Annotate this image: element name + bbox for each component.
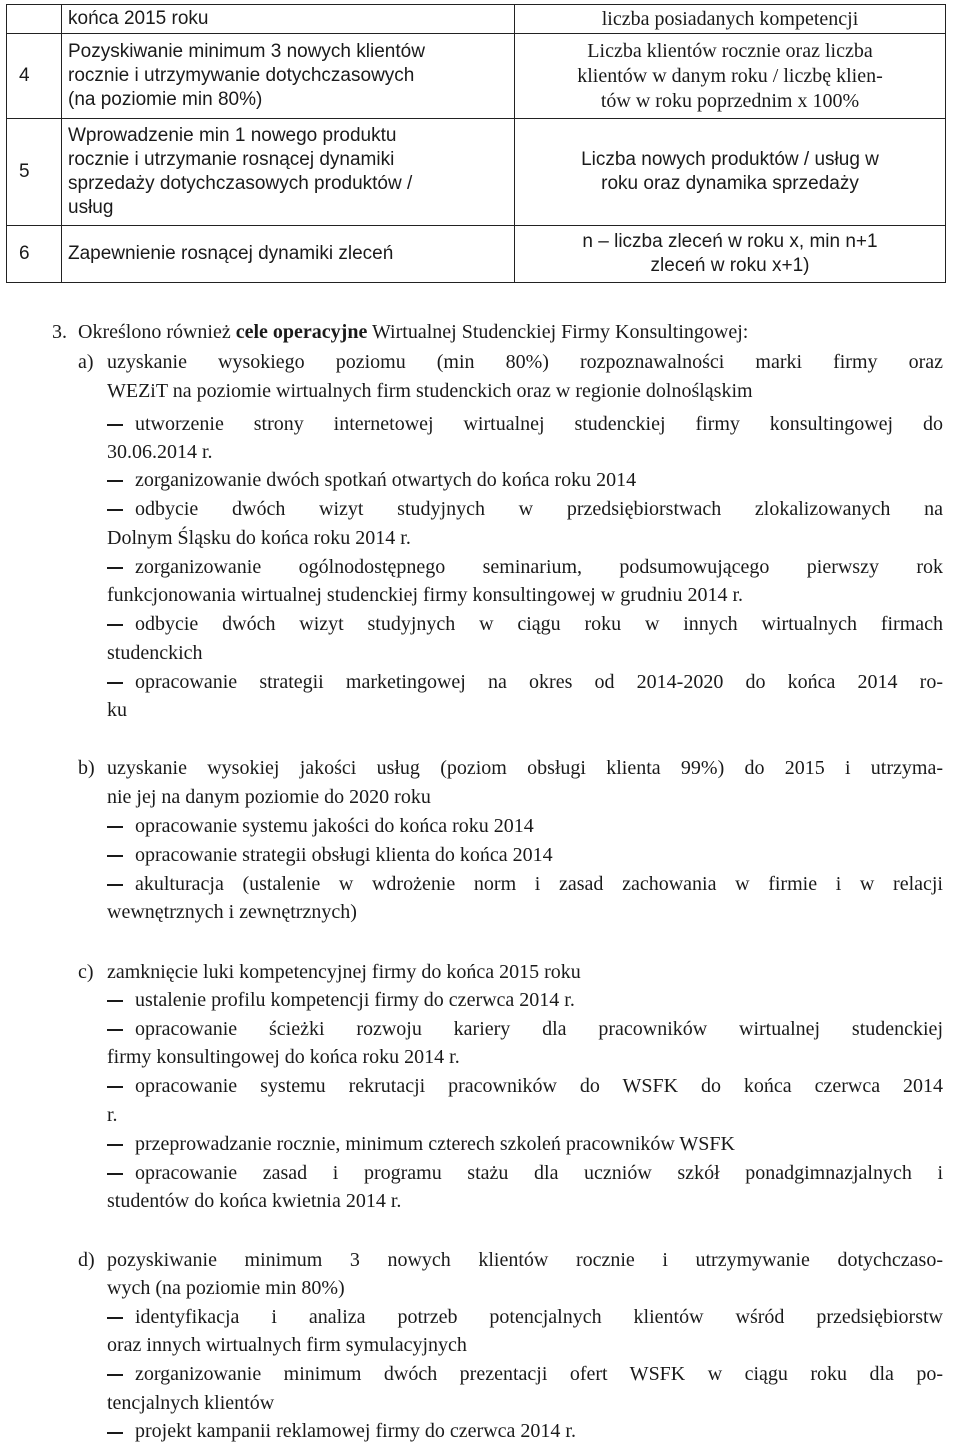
dash-bullet xyxy=(107,1000,123,1002)
task-text: identyfikacja i analiza potrzeb potencjalnych klientów wśród przedsiębiorstw xyxy=(135,1306,943,1328)
goal-line: Wprowadzenie min 1 nowego produktu xyxy=(68,124,397,146)
goal-text: uzyskanie wysokiej jakości usług (poziom obsługi klienta 99%) do 2015 i utrzyma- xyxy=(107,757,943,779)
task-text: opracowanie strategii obsługi klienta do końca 2014 xyxy=(135,844,553,866)
dash-bullet xyxy=(107,567,123,569)
dash-bullet xyxy=(107,480,123,482)
dash-bullet xyxy=(107,1086,123,1088)
intro-text: Określono również xyxy=(78,321,231,343)
measure-line: n – liczba zleceń w roku x, min n+1 xyxy=(582,231,878,253)
measure-cell: liczba posiadanych kompetencji xyxy=(515,5,946,34)
section-intro xyxy=(78,320,748,344)
task-text: wewnętrznych i zewnętrznych) xyxy=(107,901,357,923)
task-text: oraz innych wirtualnych firm symulacyjnych xyxy=(107,1334,467,1356)
task-text: zorganizowanie dwóch spotkań otwartych do końca roku 2014 xyxy=(135,469,637,491)
goal-label: c) xyxy=(78,961,94,983)
task-text: opracowanie systemu rekrutacji pracowników do WSFK do końca czerwca 2014 xyxy=(135,1075,943,1097)
dash-bullet xyxy=(107,1144,123,1146)
task-text: zorganizowanie ogólnodostępnego seminarium, podsumowującego pierwszy rok xyxy=(135,556,943,578)
task-text: odbycie dwóch wizyt studyjnych w ciągu roku w innych wirtualnych firmach xyxy=(135,613,943,635)
table-row xyxy=(7,119,946,226)
task-text: opracowanie strategii marketingowej na okres od 2014-2020 do końca 2014 ro- xyxy=(135,671,943,693)
goal-label: b) xyxy=(78,757,95,779)
table-row xyxy=(7,5,946,34)
measure-line: roku oraz dynamika sprzedaży xyxy=(601,173,859,194)
goal-text: uzyskanie wysokiego poziomu (min 80%) rozpoznawalności marki firmy oraz xyxy=(107,351,943,373)
row-number: 6 xyxy=(7,226,62,283)
dash-bullet xyxy=(107,682,123,684)
measure-line: tów w roku poprzednim x 100% xyxy=(600,89,860,112)
goal-text: wych (na poziomie min 80%) xyxy=(107,1277,345,1299)
measure-line: zleceń w roku x+1) xyxy=(650,255,810,276)
dash-bullet xyxy=(107,884,123,886)
measure-line: klientów w danym roku / liczbę klien- xyxy=(577,64,883,87)
dash-bullet xyxy=(107,1374,123,1376)
task-text: r. xyxy=(107,1104,118,1126)
task-text: opracowanie systemu jakości do końca roku 2014 xyxy=(135,815,534,837)
row-number: 4 xyxy=(7,34,62,119)
row-number xyxy=(7,5,62,34)
table-row xyxy=(7,226,946,283)
task-text: przeprowadzanie rocznie, minimum czterech szkoleń pracowników WSFK xyxy=(135,1133,735,1155)
goal-text: WEZiT na poziomie wirtualnych firm studenckich oraz w regionie dolnośląskim xyxy=(107,380,753,402)
dash-bullet xyxy=(107,855,123,857)
task-text: firmy konsultingowej do końca roku 2014 r. xyxy=(107,1046,460,1068)
task-text: zorganizowanie minimum dwóch prezentacji ofert WSFK w ciągu roku dla po- xyxy=(135,1363,943,1385)
goal-text: zamknięcie luki kompetencyjnej firmy do końca 2015 roku xyxy=(107,961,581,983)
dash-bullet xyxy=(107,826,123,828)
goal-line: (na poziomie min 80%) xyxy=(68,89,263,111)
task-text: funkcjonowania wirtualnej studenckiej firmy konsultingowej w grudniu 2014 r. xyxy=(107,584,743,606)
task-text: opracowanie ścieżki rozwoju kariery dla pracowników wirtualnej studenckiej xyxy=(135,1018,943,1040)
goal-line: rocznie i utrzymywanie dotychczasowych xyxy=(68,64,415,86)
task-text: odbycie dwóch wizyt studyjnych w przedsiębiorstwach zlokalizowanych na xyxy=(135,498,943,520)
task-text: projekt kampanii reklamowej firmy do czerwca 2014 r. xyxy=(135,1420,576,1442)
goal-line: Pozyskiwanie minimum 3 nowych klientów xyxy=(68,40,425,62)
dash-bullet xyxy=(107,1317,123,1319)
goal-label: d) xyxy=(78,1249,95,1271)
task-text: 30.06.2014 r. xyxy=(107,441,213,463)
measure-cell xyxy=(515,119,946,226)
dash-bullet xyxy=(107,424,123,426)
task-text: ku xyxy=(107,699,127,721)
section-number: 3. xyxy=(52,321,67,343)
measure-line: Liczba klientów rocznie oraz liczba xyxy=(587,39,873,62)
task-text: tencjalnych klientów xyxy=(107,1392,275,1414)
dash-bullet xyxy=(107,509,123,511)
measure-cell xyxy=(515,34,946,119)
task-text: studentów do końca kwietnia 2014 r. xyxy=(107,1190,402,1212)
table-row xyxy=(7,34,946,119)
task-text: opracowanie zasad i programu stażu dla uczniów szkół ponadgimnazjalnych i xyxy=(135,1162,943,1184)
goal-cell: końca 2015 roku xyxy=(62,5,515,34)
task-text: akulturacja (ustalenie w wdrożenie norm i zasad zachowania w firmie i w relacji xyxy=(135,873,943,895)
task-text: Dolnym Śląsku do końca roku 2014 r. xyxy=(107,527,411,549)
goal-cell xyxy=(62,119,515,226)
measure-cell xyxy=(515,226,946,283)
task-text: ustalenie profilu kompetencji firmy do czerwca 2014 r. xyxy=(135,989,575,1011)
dash-bullet xyxy=(107,624,123,626)
task-text: utworzenie strony internetowej wirtualnej studenckiej firmy konsultingowej do xyxy=(135,413,943,435)
dash-bullet xyxy=(107,1029,123,1031)
measure-line: Liczba nowych produktów / usług w xyxy=(581,149,879,171)
goal-line: sprzedaży dotychczasowych produktów / xyxy=(68,173,413,194)
dash-bullet xyxy=(107,1432,123,1434)
row-number: 5 xyxy=(7,119,62,226)
goal-label: a) xyxy=(78,351,94,373)
goal-cell: Zapewnienie rosnącej dynamiki zleceń xyxy=(62,226,515,283)
intro-text: Wirtualnej Studenckiej Firmy Konsultingowej: xyxy=(371,321,749,343)
goal-line: rocznie i utrzymanie rosnącej dynamiki xyxy=(68,148,395,170)
task-text: studenckich xyxy=(107,642,203,664)
goal-text: pozyskiwanie minimum 3 nowych klientów rocznie i utrzymywanie dotychczaso- xyxy=(107,1249,943,1271)
goal-line: usług xyxy=(68,197,114,219)
goal-cell xyxy=(62,34,515,119)
intro-bold: cele operacyjne xyxy=(235,321,368,343)
dash-bullet xyxy=(107,1173,123,1175)
goal-text: nie jej na danym poziomie do 2020 roku xyxy=(107,786,431,808)
objectives-table xyxy=(6,4,946,283)
